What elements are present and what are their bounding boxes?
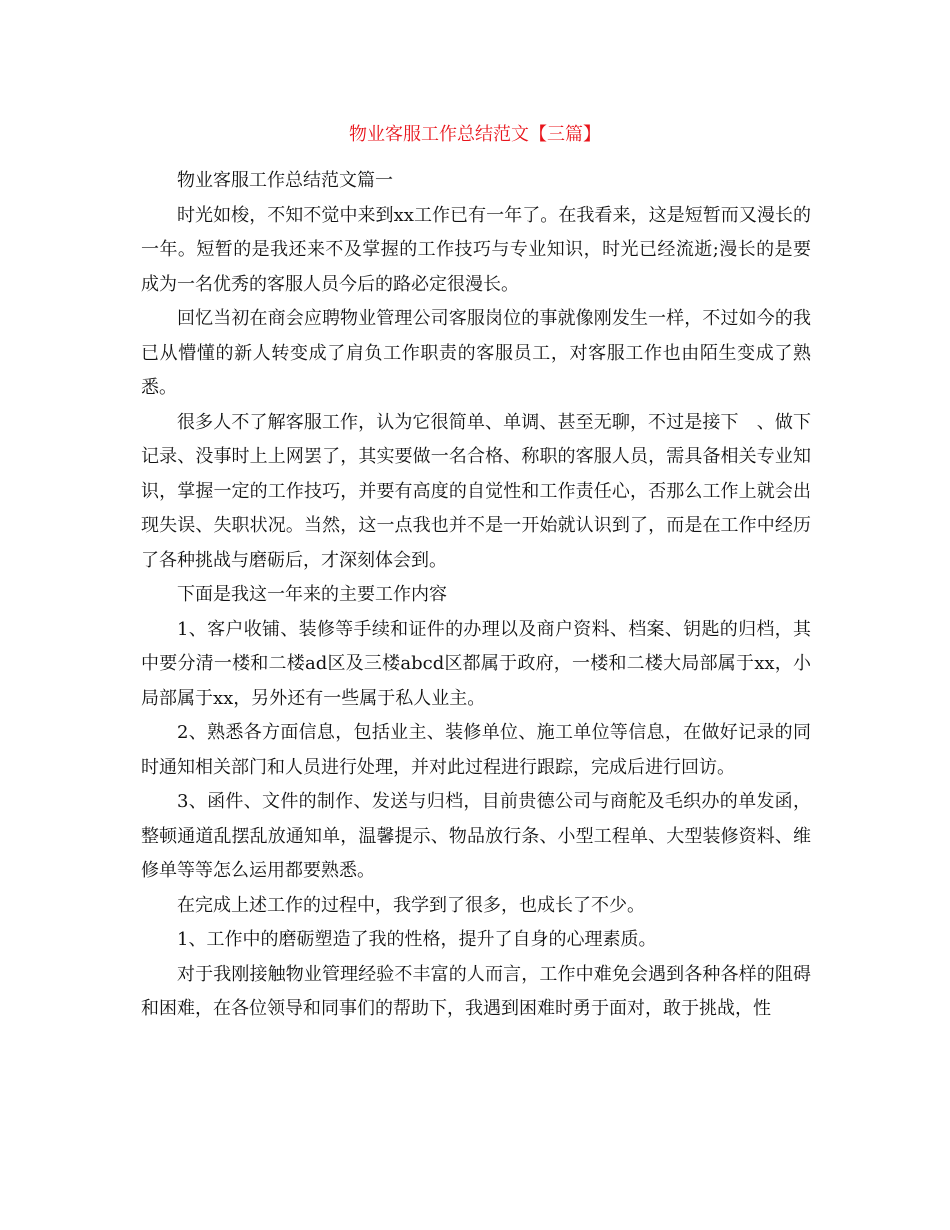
document-title: 物业客服工作总结范文【三篇】: [349, 124, 601, 145]
paragraph: 下面是我这一年来的主要工作内容: [177, 584, 447, 605]
list-item: 1、客户收铺、装修等手续和证件的办理以及商户资料、档案、钥匙的归档，其中要分清一楼和二楼ad区及三楼abcd区都属于政府，一楼和二楼大局部属于xx，小局部属于xx，另外还有一些属于私人业主。: [141, 618, 811, 709]
document-body: [141, 164, 811, 1027]
list-item: 2、熟悉各方面信息，包括业主、装修单位、施工单位等信息，在做好记录的同时通知相关部门和人员进行处理，并对此过程进行跟踪，完成后进行回访。: [141, 722, 811, 778]
list-item: 3、函件、文件的制作、发送与归档，目前贵德公司与商舵及毛织办的单发函，整顿通道乱摆乱放通知单，温馨提示、物品放行条、小型工程单、大型装修资料、维修单等等怎么运用都要熟悉。: [141, 791, 811, 881]
paragraph: 回忆当初在商会应聘物业管理公司客服岗位的事就像刚发生一样，不过如今的我已从懵懂的新人转变成了肩负工作职责的客服员工，对客服工作也由陌生变成了熟悉。: [141, 308, 811, 398]
paragraph: 很多人不了解客服工作，认为它很简单、单调、甚至无聊，不过是接下 、做下记录、没事时上上网罢了，其实要做一名合格、称职的客服人员，需具备相关专业知识，掌握一定的工作技巧，并要有高度的自觉性和工作责任心，否那么工作上就会出现失误、失职状况。当然，这一点我也并不是一开始就认识到了，而是在工作中经历了各种挑战与磨砺后，才深刻体会到。: [141, 411, 811, 571]
list-item: 1、工作中的磨砺塑造了我的性格，提升了自身的心理素质。: [177, 929, 657, 950]
section-heading: 物业客服工作总结范文篇一: [177, 170, 393, 191]
paragraph: 在完成上述工作的过程中，我学到了很多，也成长了不少。: [177, 894, 645, 916]
paragraph: 对于我刚接触物业管理经验不丰富的人而言，工作中难免会遇到各种各样的阻碍和困难，在各位领导和同事们的帮助下，我遇到困难时勇于面对，敢于挑战，性: [141, 963, 811, 1019]
paragraph: 时光如梭，不知不觉中来到xx工作已有一年了。在我看来，这是短暂而又漫长的一年。短暂的是我还来不及掌握的工作技巧与专业知识，时光已经流逝;漫长的是要成为一名优秀的客服人员今后的路必定很漫长。: [141, 204, 811, 295]
